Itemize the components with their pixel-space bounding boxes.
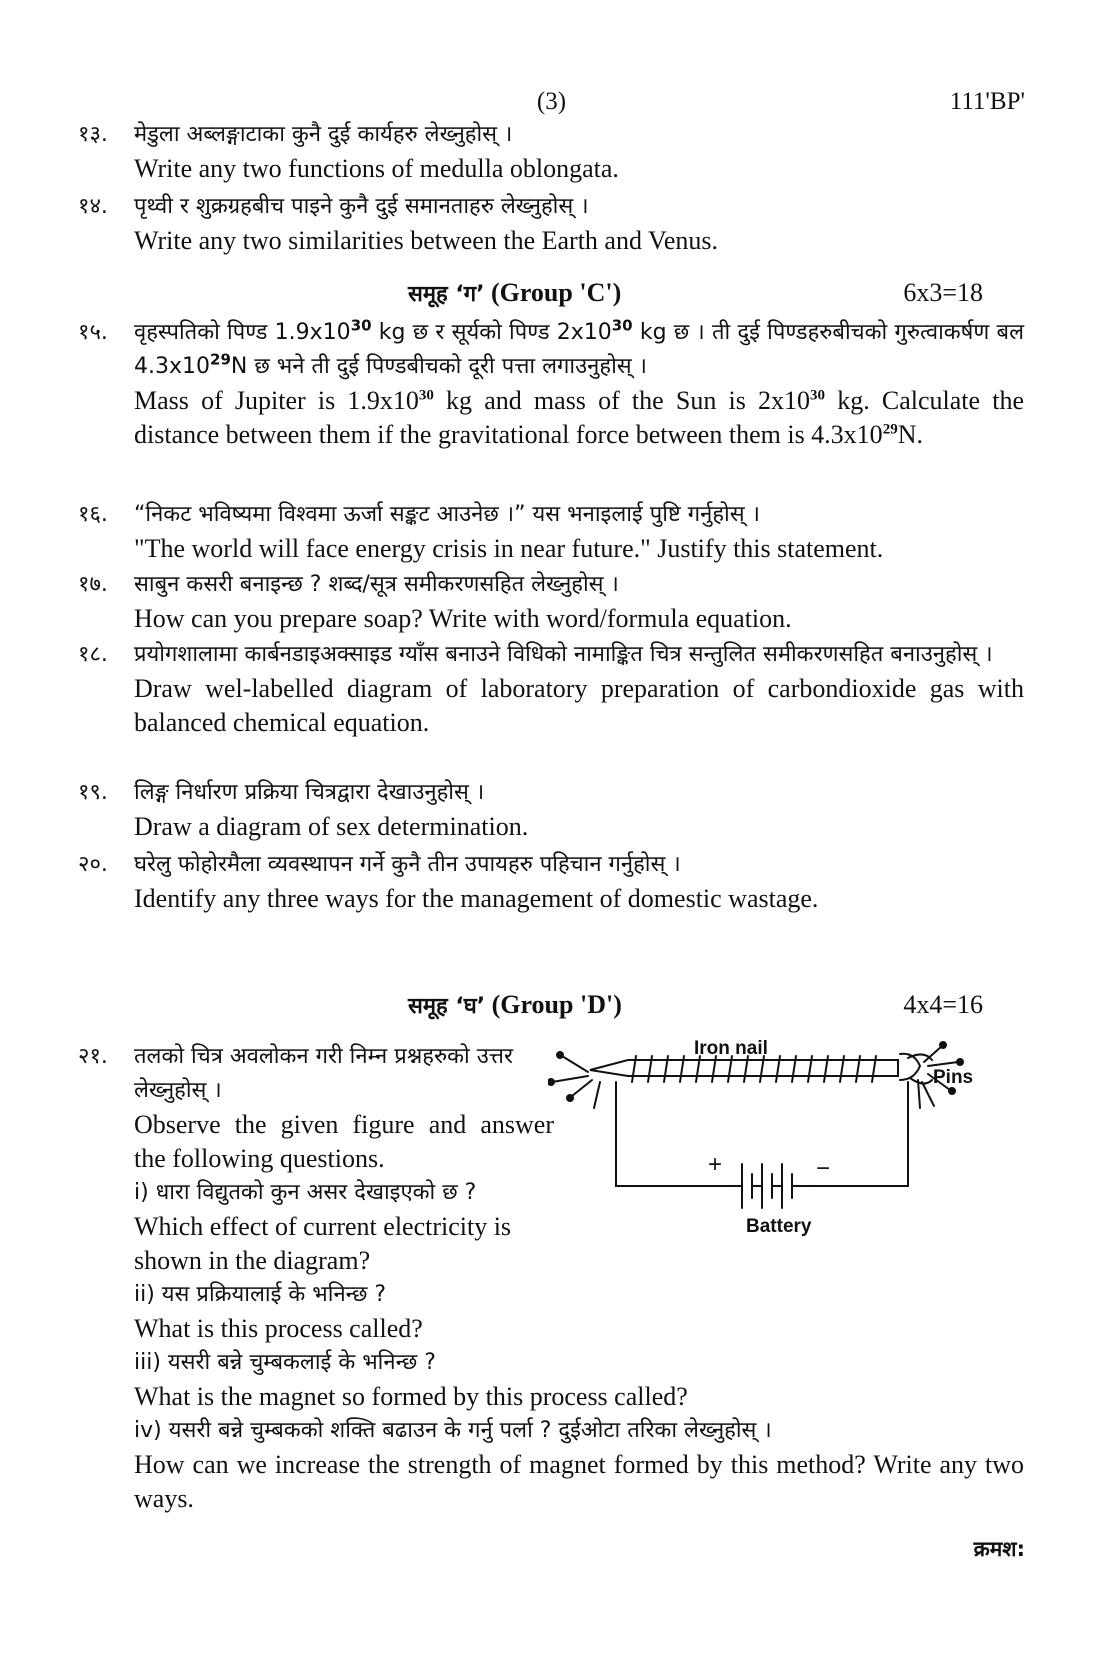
question-number: २१. (78, 1044, 108, 1069)
group-marks: 4x4=16 (903, 990, 983, 1019)
continued-label: क्रमश: (973, 1537, 1025, 1561)
sub-question-ii-nepali: ii) यस प्रक्रियालाई के भनिन्छ ? (134, 1282, 387, 1307)
question-text-nepali: “निकट भविष्यमा विश्वमा ऊर्जा सङ्कट आउनेछ ।” यस भनाइलाई पुष्टि गर्नुहोस् । (134, 502, 760, 527)
question-text-english: Identify any three ways for the management of domestic wastage. (134, 884, 819, 913)
label-minus: − (816, 1155, 831, 1182)
label-battery: Battery (746, 1216, 812, 1237)
question-text-english: Draw wel-labelled diagram of laboratory preparation of carbondioxide gas with balanced chemical equation. (134, 674, 1024, 737)
question-text-nepali: लिङ्ग निर्धारण प्रक्रिया चित्रद्वारा देखाउनुहोस् । (134, 780, 485, 805)
question-number: १३. (78, 122, 108, 147)
question-number: २०. (78, 852, 108, 877)
label-pins: Pins (933, 1067, 974, 1088)
sub-question-ii-english: What is this process called? (134, 1314, 423, 1343)
question-text-english: Write any two functions of medulla oblongata. (134, 154, 619, 183)
sub-question-i-english: Which effect of current electricity is shown in the diagram? (134, 1212, 512, 1275)
electromagnet-figure (548, 1036, 1028, 1306)
question-intro: तलको चित्र अवलोकन गरी निम्न प्रश्नहरुको उत्तर लेख्नुहोस् । Observe the given figure and answer the following questions. i) धारा विद्युतको कुन असर देखाइएको छ ? Which effect of current electricity is shown in the diagram? ii) यस प्रक्रियालाई के भनिन्छ ? What is this process called? (134, 1040, 554, 1346)
question-text-nepali: वृहस्पतिको पिण्ड $1.9x10^{30}$ kg छ र सूर्यको पिण्ड $2x10^{30}$ kg छ । ती दुई पिण्डहरुबीचको गुरुत्वाकर्षण बल $4.3x10^{29}N$ छ भने ती दुई पिण्डबीचको दूरी पत्ता लगाउनुहोस् । (134, 316, 1024, 379)
group-title: समूह ‘घ’ (Group 'D') (408, 990, 622, 1019)
sub-question-iii-nepali: iii) यसरी बन्ने चुम्बकलाई के भनिन्छ ? (134, 1350, 436, 1375)
question-text-nepali: साबुन कसरी बनाइन्छ ? शब्द/सूत्र समीकरणसहित लेख्नुहोस् । (134, 572, 619, 597)
question-text-english: Mass of Jupiter is $1.9x10^{30}$ kg and mass of the Sun is $2x10^{30}$ kg. Calculate the distance between them if the gravitational force between them is $4.3x10^{29}N$. (134, 386, 1024, 449)
question-number: १८. (78, 642, 108, 667)
question-number: १६. (78, 502, 108, 527)
question-text-english: Draw a diagram of sex determination. (134, 812, 529, 841)
question-number: १९. (78, 780, 108, 805)
label-iron-nail: Iron nail (694, 1038, 768, 1059)
question-text-nepali: पृथ्वी र शुक्रग्रहबीच पाइने कुनै दुई समानताहरु लेख्नुहोस् । (134, 194, 589, 219)
question-text-nepali: घरेलु फोहोरमैला व्यवस्थापन गर्ने कुनै तीन उपायहरु पहिचान गर्नुहोस् । (134, 852, 681, 877)
sub-question-iv-nepali: iv) यसरी बन्ने चुम्बकको शक्ति बढाउन के गर्नु पर्ला ? दुईओटा तरिका लेख्नुहोस् । (134, 1418, 772, 1443)
question-text-english: "The world will face energy crisis in near future." Justify this statement. (134, 534, 884, 563)
battery-cells (734, 1164, 808, 1208)
question-text-nepali: मेडुला अब्लङ्गाटाका कुनै दुई कार्यहरु लेख्नुहोस् । (134, 122, 513, 147)
sub-question-iv-english: How can we increase the strength of magnet formed by this method? Write any two ways. (134, 1450, 1024, 1513)
question-number: १५. (78, 320, 108, 345)
pins-left (548, 1052, 600, 1108)
sub-question-i-nepali: i) धारा विद्युतको कुन असर देखाइएको छ ? (134, 1180, 477, 1205)
paper-code: 111'BP' (949, 88, 1025, 115)
group-marks: 6x3=18 (903, 278, 983, 307)
group-title: समूह ‘ग’ (Group 'C') (408, 278, 622, 307)
question-number: १४. (78, 194, 108, 219)
question-text-english: Write any two similarities between the Earth and Venus. (134, 226, 719, 255)
question-text-english: How can you prepare soap? Write with word/formula equation. (134, 604, 792, 633)
sub-question-iii-english: What is the magnet so formed by this process called? (134, 1382, 688, 1411)
question-text-nepali: प्रयोगशालामा कार्बनडाइअक्साइड ग्याँस बनाउने विधिको नामाङ्कित चित्र सन्तुलित समीकरणसहित बनाउनुहोस् । (134, 642, 993, 667)
label-plus: + (708, 1151, 723, 1178)
question-number: १७. (78, 572, 108, 597)
page-number: (3) (536, 88, 567, 115)
